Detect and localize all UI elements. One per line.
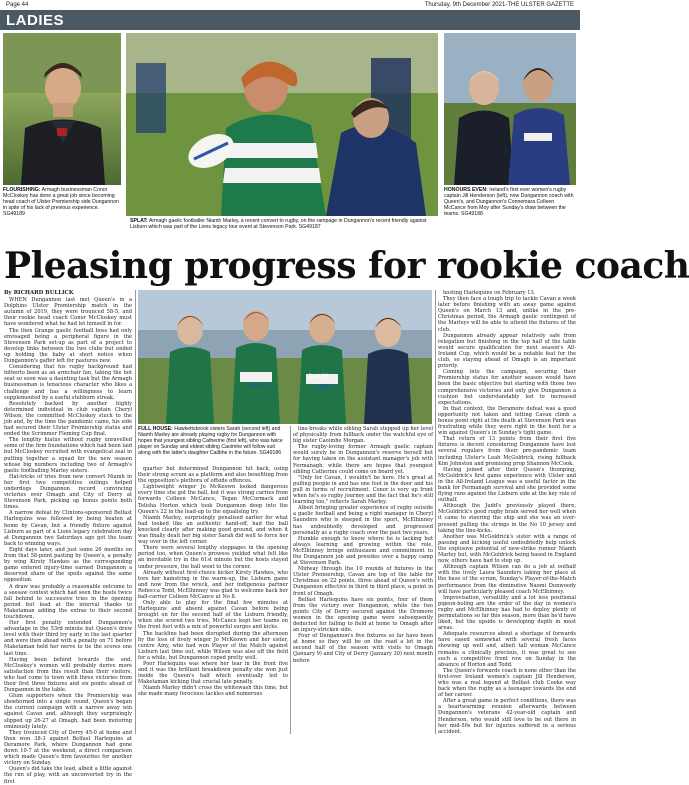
honours-caption-text: Ireland's first ever women's rugby captain Jill Henderson (left), now Dungannon coach with Queen's, and Dungannon's Connemara Colleen McCance from Moy after Sunday's draw between the teams. SG49188 [444,187,574,217]
paragraph: Niamh Marley, surprisingly penalised earlier for what had looked like an authentic hand-off, had the ball knocked clearly after making good ground, and when it was finally dealt her big sister Sarah did well to force her way over in the left corner. [138,514,288,546]
action-caption [130,218,438,242]
paragraph: Queen's did take the lead, albeit a little against the run of play, with an unconverted try in the first [4,766,132,785]
paragraph: Poor Harlequins was where her tear in the front five and it was the brilliant breakdown penalty she won just inside the Queen's half which eventually led to Maketaman kicking that crucial late penalty. [138,661,288,686]
paragraph: Humble enough to know where he is lacking but always learning and growing within the role, McElhinney brings enthusiasm and commitment to the Dungannon job and presides over a happy camp at Stevenson Park. [293,535,433,567]
paragraph: They then face a tough trip to tackle Cavan a week later before finishing with an away game against Queen's on March 13 and, unlike in the pre-Christmas period, the Armagh gaelic contingent of the Marleys will be able to attend the fixtures of the club. [438,296,576,333]
paragraph: The Queen's forwards coach is none other than the first-ever Ireland women's captain Jill Henderson, who was a real legend at Belfast club Cooke way back when the rugby as a teenager towards the end of her career. [438,667,576,699]
paragraph: Having been behind towards the end, McCloskey's women will probably derive more satisfaction from this result than their visitors, who had come to town with three victories from their first three fixtures and six points ahead of Dungannon in the table. [4,656,132,694]
paragraph: The then Grange gaelic football boss had only envisaged being a peripheral figure in the Stevenson Park set-up as part of a project to develop links between the two clubs but ended up holding the baby at short notice when Dungannon's gaffer left for pastures new. [4,327,132,365]
column-divider [135,290,136,734]
jersey-sponsor: GEDA [248,382,269,389]
paragraph: Glum supporters when the Premiership was shoehorned into a single round, Queen's began the current campaign with a narrow away win against Cavan and, although they surprisingly slipped up 26-27 at Omagh, had been motoring ominously lately. [4,693,132,730]
paragraph: Lightweight winger Jo McKeown looked dangerous every time she got the ball, but it was strong carries from forwards Colleen McCance, Tegan McCormack and Telisha Horton which took Dungannon deep into the Queen's 22 in the lead-up to the equalising try. [138,484,288,515]
article-column-4 [438,290,576,736]
paragraph: Niamh Marley didn't cross the whitewash this time, but she made many ferocious tackles and numerous [138,685,288,698]
section-title: LADIES [6,12,65,29]
paragraph: Adequate resources about a shortage of forwards have eased somewhat with several fresh faces showing up well and, albeit tall woman McCance remains a clinically precious, it was great to see such a competitive front row on Sunday in the absence of Horton and Todd. [438,631,576,668]
team-photo [138,290,432,424]
paragraph: Considering that his rugby background had hitherto been as an armchair fan, taking the hot seat so soon was a daunting task but the Armagh businessman is tenacious character who likes a challenge and has a willingness to learn supplemented by a useful stubborn streak. [4,364,132,401]
paragraph: Improvisation, versatility and a lot less positional pigeon-holing are the order of the day in women's rugby and McElhinney has had to deploy plenty of permutations so far this season, more than he'd have liked, but the upside is developing depth in most areas. [438,594,576,632]
paragraph: Having joined after their Queen's thumping, McGoldrick's first game experience with Ulster and in the All-Ireland League was a useful factor in the bank for Fermanagh survival and she provided some flying runs against the Lisburn side at the key role of outhalf. [438,466,576,504]
paragraph: quarter but determined Dungannon hit back, using their strong scrum as a platform and also benefiting from the opposition's plethora of offside offences. [138,466,288,485]
paragraph: Although captain Wilson can do a job at outhalf with the lively Laura Saunders taking her place at the base of the scrum, Sunday's Player-of-the-Match performance from the diminutive Naomi Dunwoody will have particularly pleased coach McElhinney. [438,564,576,595]
paragraph: Her first penalty extended Dungannon's advantage in the 53rd minute but Queen's drew level with their third try early in the last quarter and were then ahead with a penalty on 71 before Maketaman held her nerve to tie the scores one last time. [4,620,132,657]
paragraph: Although the Judd's previously played there, McGoldrick's good rugby brain served her well when it came to steering the ship and she was an ever-present pulling the strings in the No 10 jersey and taking the line-kicks. [438,503,576,534]
coach-photo [3,33,121,185]
paragraph: The backline had been disrupted during the afternoon by the loss of lively winger Jo McKeown and her sister, centre Amy, who had won Player of the Match against Lisburn last time out, while Wilson was also off the field for a while, but Dungannon coped pretty well. [138,630,288,661]
paragraph: Coming into the campaign, securing their Premiership status for another season would have been the basic objective but starting with those two comprehensive victories and only give Dungannon a cushion but understandably led to increased expectations. [438,369,576,406]
page-number: Page 44 [6,1,29,8]
team-caption-lead: FULL HOUSE: [138,426,173,432]
jersey-text: Jack W [308,374,328,380]
paragraph: There were several lengthy stoppages in the opening period too, when Queen's prowess yielded what felt like an inevitable try in the 61st minute but the hosts stayed under pressure, the ball went to the corner. [138,545,288,570]
paragraph: Eight days later, and just some 26 months on from that 58-point pasting by Queen's, a penalty by wing Kirsty Hawkes as the corresponding game entered injury-time earned Dungannon a deserved share of the spoils against the same opposition. [4,546,132,584]
paragraph: That return of 13 points from their first five fixtures is decent considering Dungannon have lost several regulars from their pre-pandemic team including Ulster's Leah McGoldrick, rising fullback Kim Johnston and promising prop Shannon McCook. [438,436,576,467]
paragraph: Midway through the 10 rounds of fixtures in the Ulster Premiership, Cavan are top of the table for Christmas on 22 points, three ahead of Queen's with Dungannon effective in third in third place, a point in front of Omagh. [293,566,433,597]
coach-caption [3,187,121,237]
coach-caption-text: Armagh businessman Conor McCloskey has done a great job since becoming head coach of Ulster Premiership side Dungannon in spite of his lack of previous experience. SG49189 [3,187,119,217]
paragraph: Another was McGoldrick's sister with a range of passing and kicking useful undoubtedly help unlock the explosive potential of new-strike runner Niamh Marley but, with McGoldrick being based in England now, others have had to step up. [438,533,576,565]
honours-caption [444,187,576,242]
headline: Pleasing progress for rookie coach [4,245,689,287]
paragraph: Four of Dungannon's five fixtures so far have been at home so they will be on the road a lot in the second half of the season with visits to Omagh (January 9) and City of Derry (January 30) next month before [293,633,433,664]
paragraph: line-breaks while sibling Sarah stepped up her level of physicality from fullback under the watchful eye of big sister Caoimhe Morgan. [293,426,433,445]
article-column-2 [138,466,288,736]
paragraph: Already without first-choice kicker Kirsty Hawkes, who tore her hamstring in the warm-up, the Lisburn game and now from the wreck, and her indigenous partner Rebecca Todd, McElhinney was glad to welcome back her ball-carrier Colleen McCance at No 8. [138,569,288,600]
team-caption [138,426,288,464]
page-header [0,0,580,9]
column-divider [435,290,436,734]
paragraph: Only able to play for the final few minutes at Harlequins and absent against Cavan before being brought on for the second half of the Lisburn friendly, when she scored two tries, McCance kept her teams on the front foot with a mix of powerful surges and kicks. [138,600,288,631]
dateline: Thursday, 9th December 2021-THE ULSTER GAZETTE [424,1,574,8]
paragraph: Hat-tricks of tries from new convert Niamh in her first two competitive outings helped underdogs Dungannon record convincing victories over Omagh and City of Derry at Stevenson Park, picking up bonus points both times. [4,473,132,511]
action-photo [126,33,438,216]
paragraph: A narrow defeat by Clintons-sponsored Belfast Harlequins was followed by being beaten at home by Cavan, but a friendly fixture against Lisburn as part of a Lions legacy celebration day at Dungannon two Saturdays ago got the team back to winning ways. [4,510,132,547]
section-banner [0,10,580,30]
paragraph: WHEN Dungannon last met Queen's in a Dolphins Ulster Premiership match in the autumn of 2019, they were trounced 58-5, and their rookie head coach Conor McCloskey must have wondered what he had let himself in for. [4,297,132,328]
paragraph: The rugby-loving former Armagh gaelic captain would surely be in Dungannon's reserve herself but for having taken on the assistant manager's job with Fermanagh, while there are hopes that youngest sibling Catherine could come on board yet. [293,444,433,475]
article-column-3 [293,426,433,736]
paragraph: Resolutely backed by another highly determined individual in club captain Cheryl Wilson, the committed McCloskey stuck to the job and, by the time the pandemic came, his side had secured their Ulster Premiership status and ended the Scrimmer Fleming Cup final. [4,400,132,438]
paragraph: In that context, the Deramore defeat was a good opportunity not taken and letting Cavan climb a bonus point right at the death at Stevenson Park was frustrating while they were right in the hunt for a win against Queen's in Sunday's tight game. [438,405,576,437]
paragraph: They trounced City of Derry 45-0 at home and then won 38-3 against Belfast Harlequins at Deramore Park, where Dungannon had gone down 10-7 at the weekend, a direct comparison which made Queen's firm favourites for another victory on Sunday. [4,729,132,767]
paragraph: "Only for Cavan, I wouldn't be here. He's great at pulling people in and has one foot in the door and his pull in terms of recruitment. Conor is very up front when he's so rugby journey and the fact that he's still learning too," reflects Sarah Marley. [293,474,433,506]
action-caption-text: Armagh gaelic footballer Niamh Marley, a recent convert to rugby, on the rampage in Dungannon's recent friendly against Lisburn which was part of the Lions legacy tour event at Stevenson Park. SG49187 [130,218,427,230]
paragraph: Albeit bringing greater experience of rugby outside a gaelic football and being a right manager in Cheryl Saunders who is steeped in the sport, McElhinney has undoubtedly developed and progressed personally as a rugby coach over the past two years. [293,505,433,536]
column-divider [290,426,291,734]
paragraph: A draw was probably a reasonable outcome to a seesaw contest which had seen the hosts twice fall behind to successive tries in the opening period but lead at the interval thanks to Maketaman adding the extras to their second touchdown. [4,583,132,620]
paragraph: After a great game in perfect conditions, there was a heartwarming reunion afterwards between Dungannon's veterans 42-year-old captain and Henderson, who would still love to be out there in her mid-50s but for injuries suffered in a serious accident. [438,698,576,735]
article-column-1 [4,290,132,785]
team-caption-text: Hawkettsbrook sisters Sarah (second left) and Niamh Marley are already playing rugby for Dungannon with hopes that youngest sibling Catherine (first left), who was twice player on Sunday and eldest sibling Caoimhe will follow suit along with the latter's daughter Cailbhe in the future. SG49186 [138,426,283,456]
paragraph: Belfast Harlequins have six points, four of them from the victory over Dungannon, while the two points City of Derry secured against the Dromore women in the opening game were subsequently deducted for failing to field at home to Omagh after an injury-stricken side. [293,596,433,634]
paragraph: The lengthy hiatus without rugby unravelled some of the firm foundations which had been laid but McCloskey recruited with evangelical zeal in putting together a squad for the new season whose big numbers including two of Armagh's gaelic footballing Marley sisters. [4,437,132,474]
jersey-sponsor: GEDA [314,384,335,391]
byline: By RICHARD BULLICK [4,290,74,296]
coach-caption-lead: FLOURISHING: [3,187,41,193]
paragraph: Dungannon already appear relatively safe from relegation but finishing in the top half of the table would secure qualification for next season's All-Ireland Cup, which would be a notable feat for the club, so staying ahead of Omagh is an important priority. [438,332,576,370]
action-caption-lead: SPLAT: [130,218,148,224]
paragraph: hosting Harlequins on February 13. [443,290,536,296]
honours-caption-lead: HONOURS EVEN: [444,187,488,193]
honours-photo [444,33,576,185]
